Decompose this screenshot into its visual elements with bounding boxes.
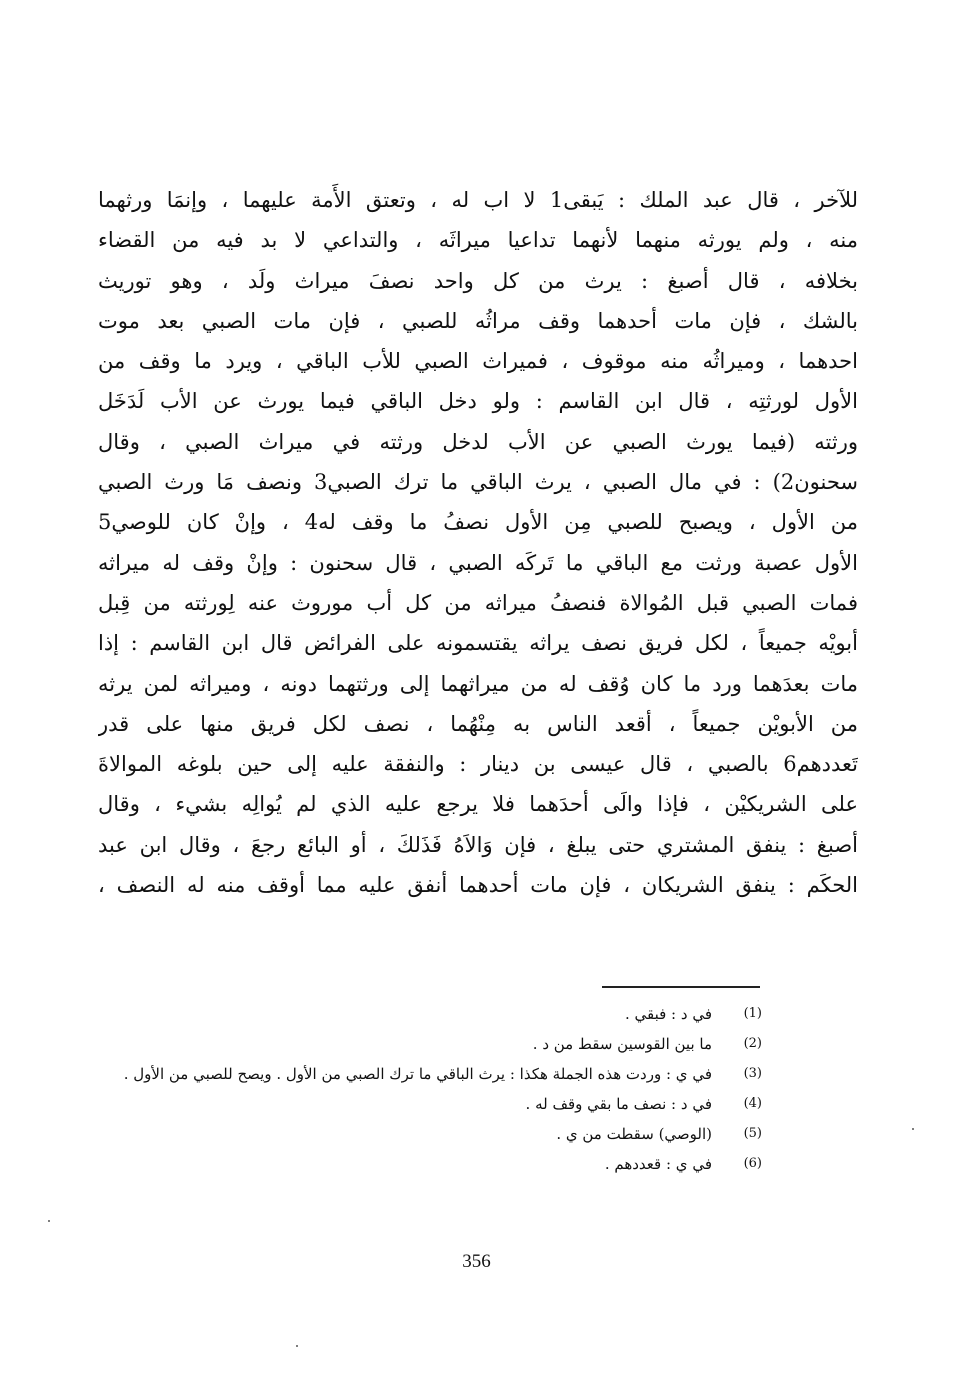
page-number: 356	[462, 1251, 491, 1272]
scan-speck	[48, 1220, 50, 1222]
footnote-number: (5)	[743, 1126, 762, 1141]
footnote-number: (6)	[743, 1156, 762, 1171]
body-line: من الأول ، ويصبح للصبي مِن الأول نصفُ ما وقف له4 ، وإنْ كان للوصي5	[98, 510, 858, 535]
body-line: احدهما ، وميراثُه منه موقوف ، فميراث الصبي للأب الباقي ، ويرد ما وقف من	[98, 349, 858, 374]
footnote-text: في ي : قعددهم .	[604, 1155, 712, 1173]
footnote	[98, 1090, 762, 1120]
body-text	[98, 180, 858, 905]
footnote-divider	[602, 986, 760, 988]
body-line: سحنون2) : في مال الصبي ، يرث الباقي ما ترك الصبي3 ونصف مَا ورث الصبي	[98, 470, 858, 495]
footnote	[98, 1030, 762, 1060]
body-line: منه ، ولم يورثه منهما لأنهما تداعيا ميراثَه ، والتداعي لا بد فيه من القضاء	[98, 228, 858, 253]
body-line: الحكَم : ينفق الشريكان ، فإن مات أحدهما أنفق عليه مما أوقف منه له النصف ،	[98, 873, 858, 898]
body-line: فمات الصبي قبل المُوالاة فنصفُ ميراثه من كل أب موروث عنه لِورثته من قِبل	[98, 590, 858, 615]
footnote-text: في ي : وردت هذه الجملة هكذا : يرث الباقي ما ترك الصبي من الأول . ويصح للصبي من الأول .	[123, 1065, 712, 1083]
footnote-number: (4)	[743, 1096, 762, 1111]
footnote	[98, 1060, 762, 1090]
body-line: أبويْه جميعاً ، لكل فريق نصف يراثه يقتسمونه على الفرائض قال ابن القاسم : إذا	[98, 631, 858, 656]
body-line: على الشريكيْن ، فإذا والَى أحدَهما فلا يرجع عليه الذي لم يُوالِه بشيء ، وقال	[98, 792, 858, 817]
footnote-number: (3)	[743, 1066, 762, 1081]
body-line: الأول عصبة ورثت مع الباقي ما تَركَه الصبي ، قال سحنون : وإنْ وقف له ميراثه	[98, 550, 858, 575]
footnote	[98, 1120, 762, 1150]
footnote-number: (1)	[743, 1006, 762, 1021]
footnote-text: ما بين القوسين سقط من د .	[532, 1035, 712, 1053]
footnote-text: في د : فبقي .	[624, 1005, 712, 1023]
body-line: ورثته (فيما يورث الصبي عن الأب لدخل ورثته في ميراث الصبي ، وقال	[98, 429, 858, 454]
body-line: من الأبويْن جميعاً ، أقعد الناس به مِنْهُما ، نصف لكل فريق منها على قدر	[98, 711, 858, 736]
body-line: الأول لورثتِه ، قال ابن القاسم : ولو دخل الباقي فيما يورث عن الأب لَدَخَل	[98, 389, 858, 414]
footnote	[98, 1150, 762, 1180]
footnote-text: (الوصي) سقطت من ي .	[556, 1125, 712, 1143]
body-line: للآخر ، قال عبد الملك : يَبقى1 لا اب له ، وتعتق الأَمة عليهما ، وإنمَا ورثهما	[98, 188, 858, 212]
footnote	[98, 1000, 762, 1030]
footnote-text: في د : نصف ما بقي وقف له .	[525, 1095, 712, 1113]
scan-speck	[912, 1128, 914, 1130]
footnotes	[98, 1000, 762, 1180]
body-line: بخلافه ، قال أصبغ : يرث من كل واحد نصفَ ميراث ولَد ، وهو توريث	[98, 268, 858, 293]
body-line: تَعددهم6 بالصبي ، قال عيسى بن دينار : والنفقة عليه إلى حين بلوغه الموالاةَ	[98, 752, 858, 777]
body-line: مات بعدَهما ورد ما كان وُقف له من ميراثهما إلى ورثتهما دونه ، وميراثه لمن يرثه	[98, 671, 858, 696]
body-line: أصبغ : ينفق المشتري حتى يبلغ ، فإن وَالاَهُ فَذَلكَ ، أو البائع رجعَ ، وقال ابن عبد	[98, 832, 858, 857]
scan-speck	[296, 1345, 298, 1347]
footnote-number: (2)	[743, 1036, 762, 1051]
body-line: بالشك ، فإن مات أحدهما وقف مراثُه للصبي ، فإن مات الصبي بعد موت	[98, 308, 858, 333]
